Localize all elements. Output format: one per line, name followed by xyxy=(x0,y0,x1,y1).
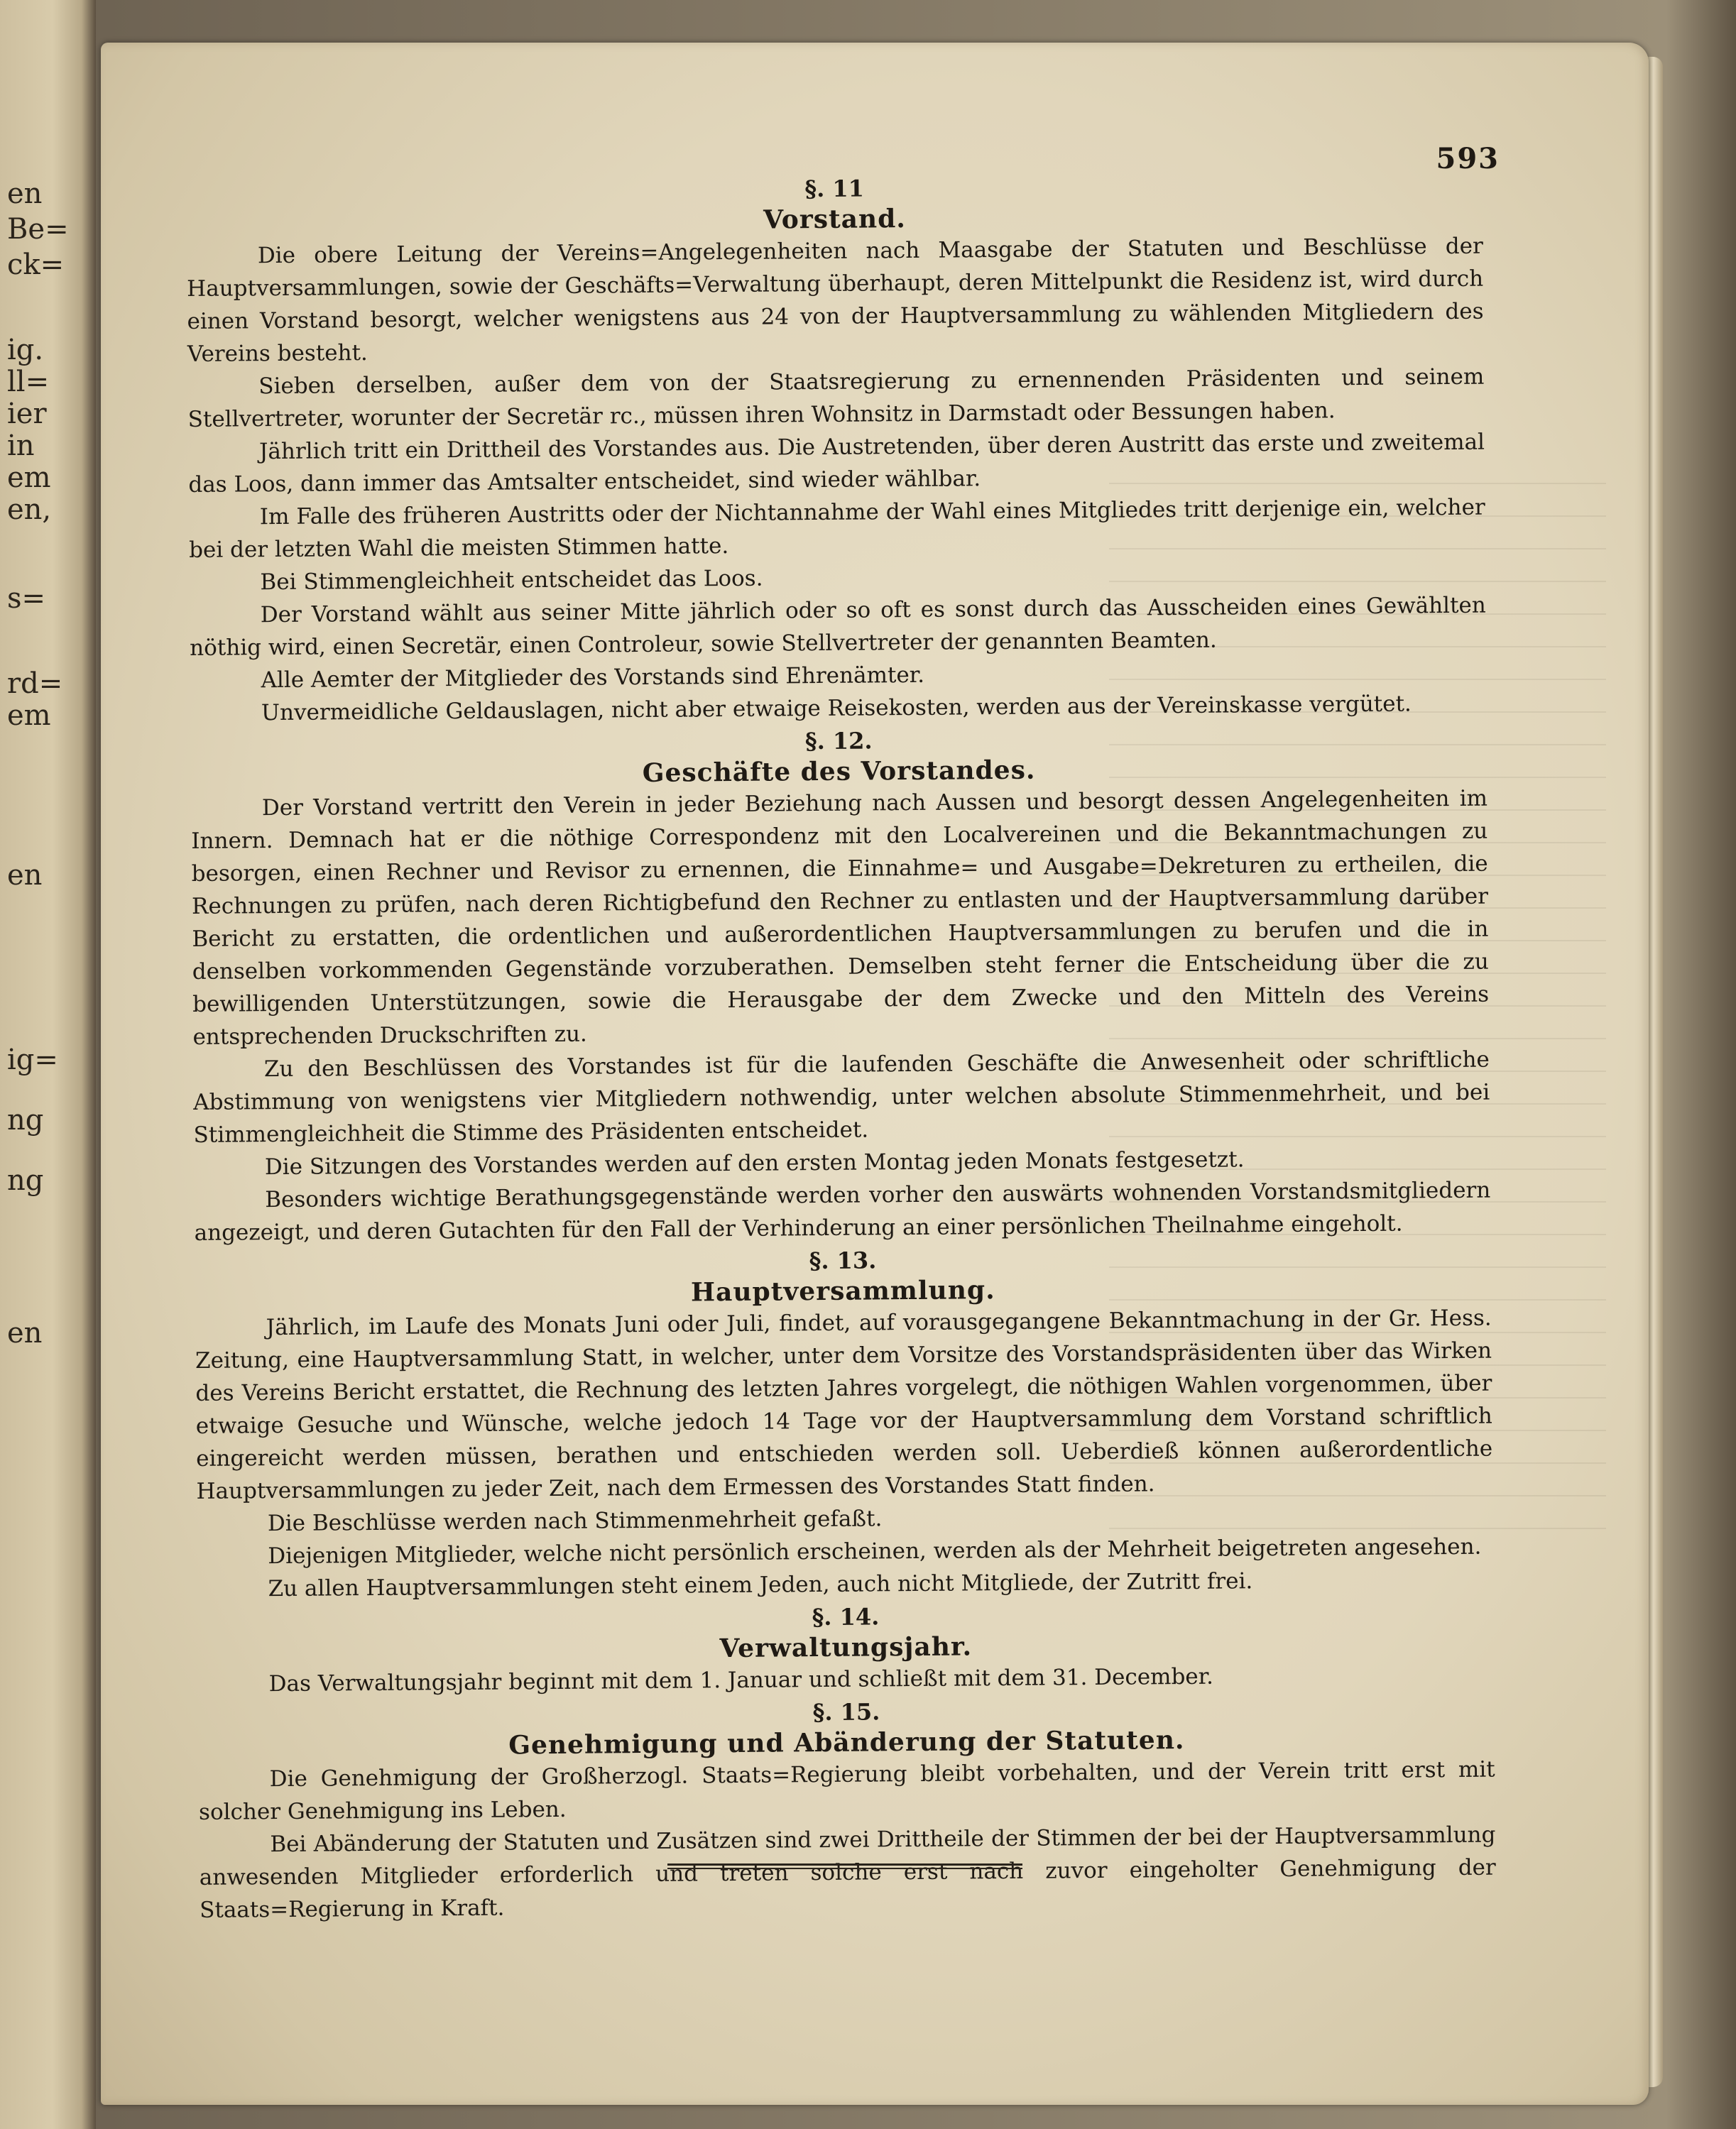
paragraph: Die obere Leitung der Vereins=Angelegenheiten nach Maasgabe der Statuten und Beschlüsse der Hauptversammlungen, sowie der Geschäfts=Verwaltung überhaupt, deren Mittelpunkt die Residenz ist, wird durch einen Vorstand besorgt, welcher wenigstens aus 24 von der Hauptversammlung zu wählenden Mitgliedern des Vereins besteht. xyxy=(187,233,1484,367)
paragraph: Jährlich, im Laufe des Monats Juni oder Juli, findet, auf vorausgegangene Bekanntmachung in der Gr. Hess. Zeitung, eine Hauptversammlung Statt, in welcher, unter dem Vorsitze des Vorstandspräsidenten über das Wirken des Vereins Bericht erstattet, die Rechnung des letzten Jahres vorgelegt, die nöthigen Wahlen vorgenommen, über etwaige Gesuche und Wünsche, welche jedoch 14 Tage vor der Hauptversammlung dem Vorstand schriftlich eingereicht werden müssen, berathen und entschieden werden soll. Ueberdieß können außerordentliche Hauptversammlungen zu jeder Zeit, nach dem Ermessen des Vorstandes Statt finden. xyxy=(195,1305,1493,1504)
margin-fragment: en xyxy=(7,1317,43,1350)
paragraph: Das Verwaltungsjahr beginnt mit dem 1. Januar und schließt mit dem 31. December. xyxy=(268,1663,1214,1697)
margin-fragment: em xyxy=(7,699,51,732)
section-number: §. 13. xyxy=(809,1247,877,1275)
section-number: §. 12. xyxy=(804,727,873,755)
paragraph: Diejenigen Mitglieder, welche nicht persönlich erscheinen, werden als der Mehrheit beigetreten angesehen. xyxy=(268,1533,1482,1570)
section-11 xyxy=(186,169,1487,730)
margin-fragment: en, xyxy=(7,493,52,526)
section-number: §. 11 xyxy=(804,175,865,203)
margin-fragment: s= xyxy=(7,582,46,615)
margin-fragment: ier xyxy=(7,398,47,430)
section-15 xyxy=(198,1692,1496,1927)
paragraph: Der Vorstand wählt aus seiner Mitte jährlich oder so oft es sonst durch das Ausscheiden eines Gewählten nöthig wird, einen Secretär, einen Controleur, sowie Stellvertreter der genannten Beamten. xyxy=(190,592,1486,661)
paragraph: Im Falle des früheren Austritts oder der Nichtannahme der Wahl eines Mitgliedes tritt derjenige ein, welcher bei der letzten Wahl die meisten Stimmen hatte. xyxy=(188,494,1485,563)
section-number: §. 14. xyxy=(812,1603,880,1631)
margin-fragment: en xyxy=(7,859,43,892)
margin-fragment: en xyxy=(7,177,43,210)
section-heading: Vorstand. xyxy=(763,204,907,235)
margin-fragment: ig. xyxy=(7,334,44,366)
section-heading: Geschäfte des Vorstandes. xyxy=(642,755,1036,788)
paragraph: Unvermeidliche Geldauslagen, nicht aber etwaige Reisekosten, werden aus der Vereinskasse vergütet. xyxy=(261,691,1412,726)
section-14 xyxy=(197,1597,1495,1701)
paragraph: Die Sitzungen des Vorstandes werden auf den ersten Montag jeden Monats festgesetzt. xyxy=(264,1146,1245,1181)
section-12 xyxy=(190,721,1491,1249)
paragraph: Sieben derselben, außer dem von der Staatsregierung zu ernennenden Präsidenten und seinem Stellvertreter, worunter der Secretär rc., müssen ihren Wohnsitz in Darmstadt oder Bessungen haben. xyxy=(187,363,1485,432)
paragraph: Bei Stimmengleichheit entscheidet das Loos. xyxy=(260,565,763,596)
paragraph: Jährlich tritt ein Drittheil des Vorstandes aus. Die Austretenden, über deren Austritt das erste und zweitemal das Loos, dann immer das Amtsalter entscheidet, sind wieder wählbar. xyxy=(188,429,1485,498)
margin-fragment: ll= xyxy=(7,366,50,398)
paragraph: Die Beschlüsse werden nach Stimmenmehrheit gefaßt. xyxy=(267,1506,883,1537)
end-rule xyxy=(667,1863,1022,1869)
section-13 xyxy=(195,1241,1494,1606)
paragraph: Alle Aemter der Mitglieder des Vorstands sind Ehrenämter. xyxy=(261,662,925,694)
page-body xyxy=(186,168,1496,1927)
paragraph: Der Vorstand vertritt den Verein in jeder Beziehung nach Aussen und besorgt dessen Angelegenheiten im Innern. Demnach hat er die nöthige Correspondenz mit den Localvereinen und die Bekanntmachungen zu besorgen, einen Rechner und Revisor zu ernennen, die Einnahme= und Ausgabe=Dekreturen zu ertheilen, die Rechnungen zu prüfen, nach deren Richtigbefund den Rechner zu entlasten und der Hauptversammlung darüber Bericht zu erstatten, die ordentlichen und außerordentlichen Hauptversammlungen zu berufen und die in denselben vorkommenden Gegenstände vorzuberathen. Demselben steht ferner die Entscheidung über die zu bewilligenden Unterstützungen, sowie die Herausgabe der dem Zwecke und den Mitteln des Vereins entsprechenden Druckschriften zu. xyxy=(191,785,1490,1050)
section-number: §. 15. xyxy=(812,1698,880,1726)
paragraph: Die Genehmigung der Großherzogl. Staats=Regierung bleibt vorbehalten, und der Verein tritt erst mit solcher Genehmigung ins Leben. xyxy=(198,1756,1495,1825)
margin-fragment: Be= xyxy=(7,213,69,246)
paragraph: Zu den Beschlüssen des Vorstandes ist für die laufenden Geschäfte die Anwesenheit oder schriftliche Abstimmung von wenigstens vier Mitgliedern nothwendig, unter welchen absolute Stimmenmehrheit, und bei Stimmengleichheit die Stimme des Präsidenten entscheidet. xyxy=(193,1046,1490,1148)
paragraph: Bei Abänderung der Statuten und Zusätzen sind zwei Drittheile der Stimmen der bei der Hauptversammlung anwesenden Mitglieder erforderlich und treten solche erst nach zuvor eingeholter Genehmigung der Staats=Regierung in Kraft. xyxy=(199,1822,1496,1923)
margin-fragment: ck= xyxy=(7,248,65,281)
margin-fragment: ig= xyxy=(7,1044,58,1076)
section-heading: Hauptversammlung. xyxy=(690,1275,995,1308)
margin-fragment: ng xyxy=(7,1164,44,1197)
margin-fragment: ng xyxy=(7,1104,44,1137)
section-heading: Verwaltungsjahr. xyxy=(719,1631,973,1664)
page-number: 593 xyxy=(1436,142,1500,175)
facing-page-edge xyxy=(0,0,96,2129)
section-heading: Genehmigung und Abänderung der Statuten. xyxy=(508,1725,1185,1761)
margin-fragment: rd= xyxy=(7,667,63,700)
margin-fragment: in xyxy=(7,429,35,462)
page-stack-edge xyxy=(1647,57,1663,2087)
paragraph: Zu allen Hauptversammlungen steht einem Jeden, auch nicht Mitgliede, der Zutritt frei. xyxy=(268,1568,1253,1602)
paragraph: Besonders wichtige Berathungsgegenstände werden vorher den auswärts wohnenden Vorstandsmitgliedern angezeigt, und deren Gutachten für den Fall der Verhinderung an einer persönlichen Theilnahme eingeholt. xyxy=(194,1177,1491,1246)
margin-fragment: em xyxy=(7,461,51,494)
